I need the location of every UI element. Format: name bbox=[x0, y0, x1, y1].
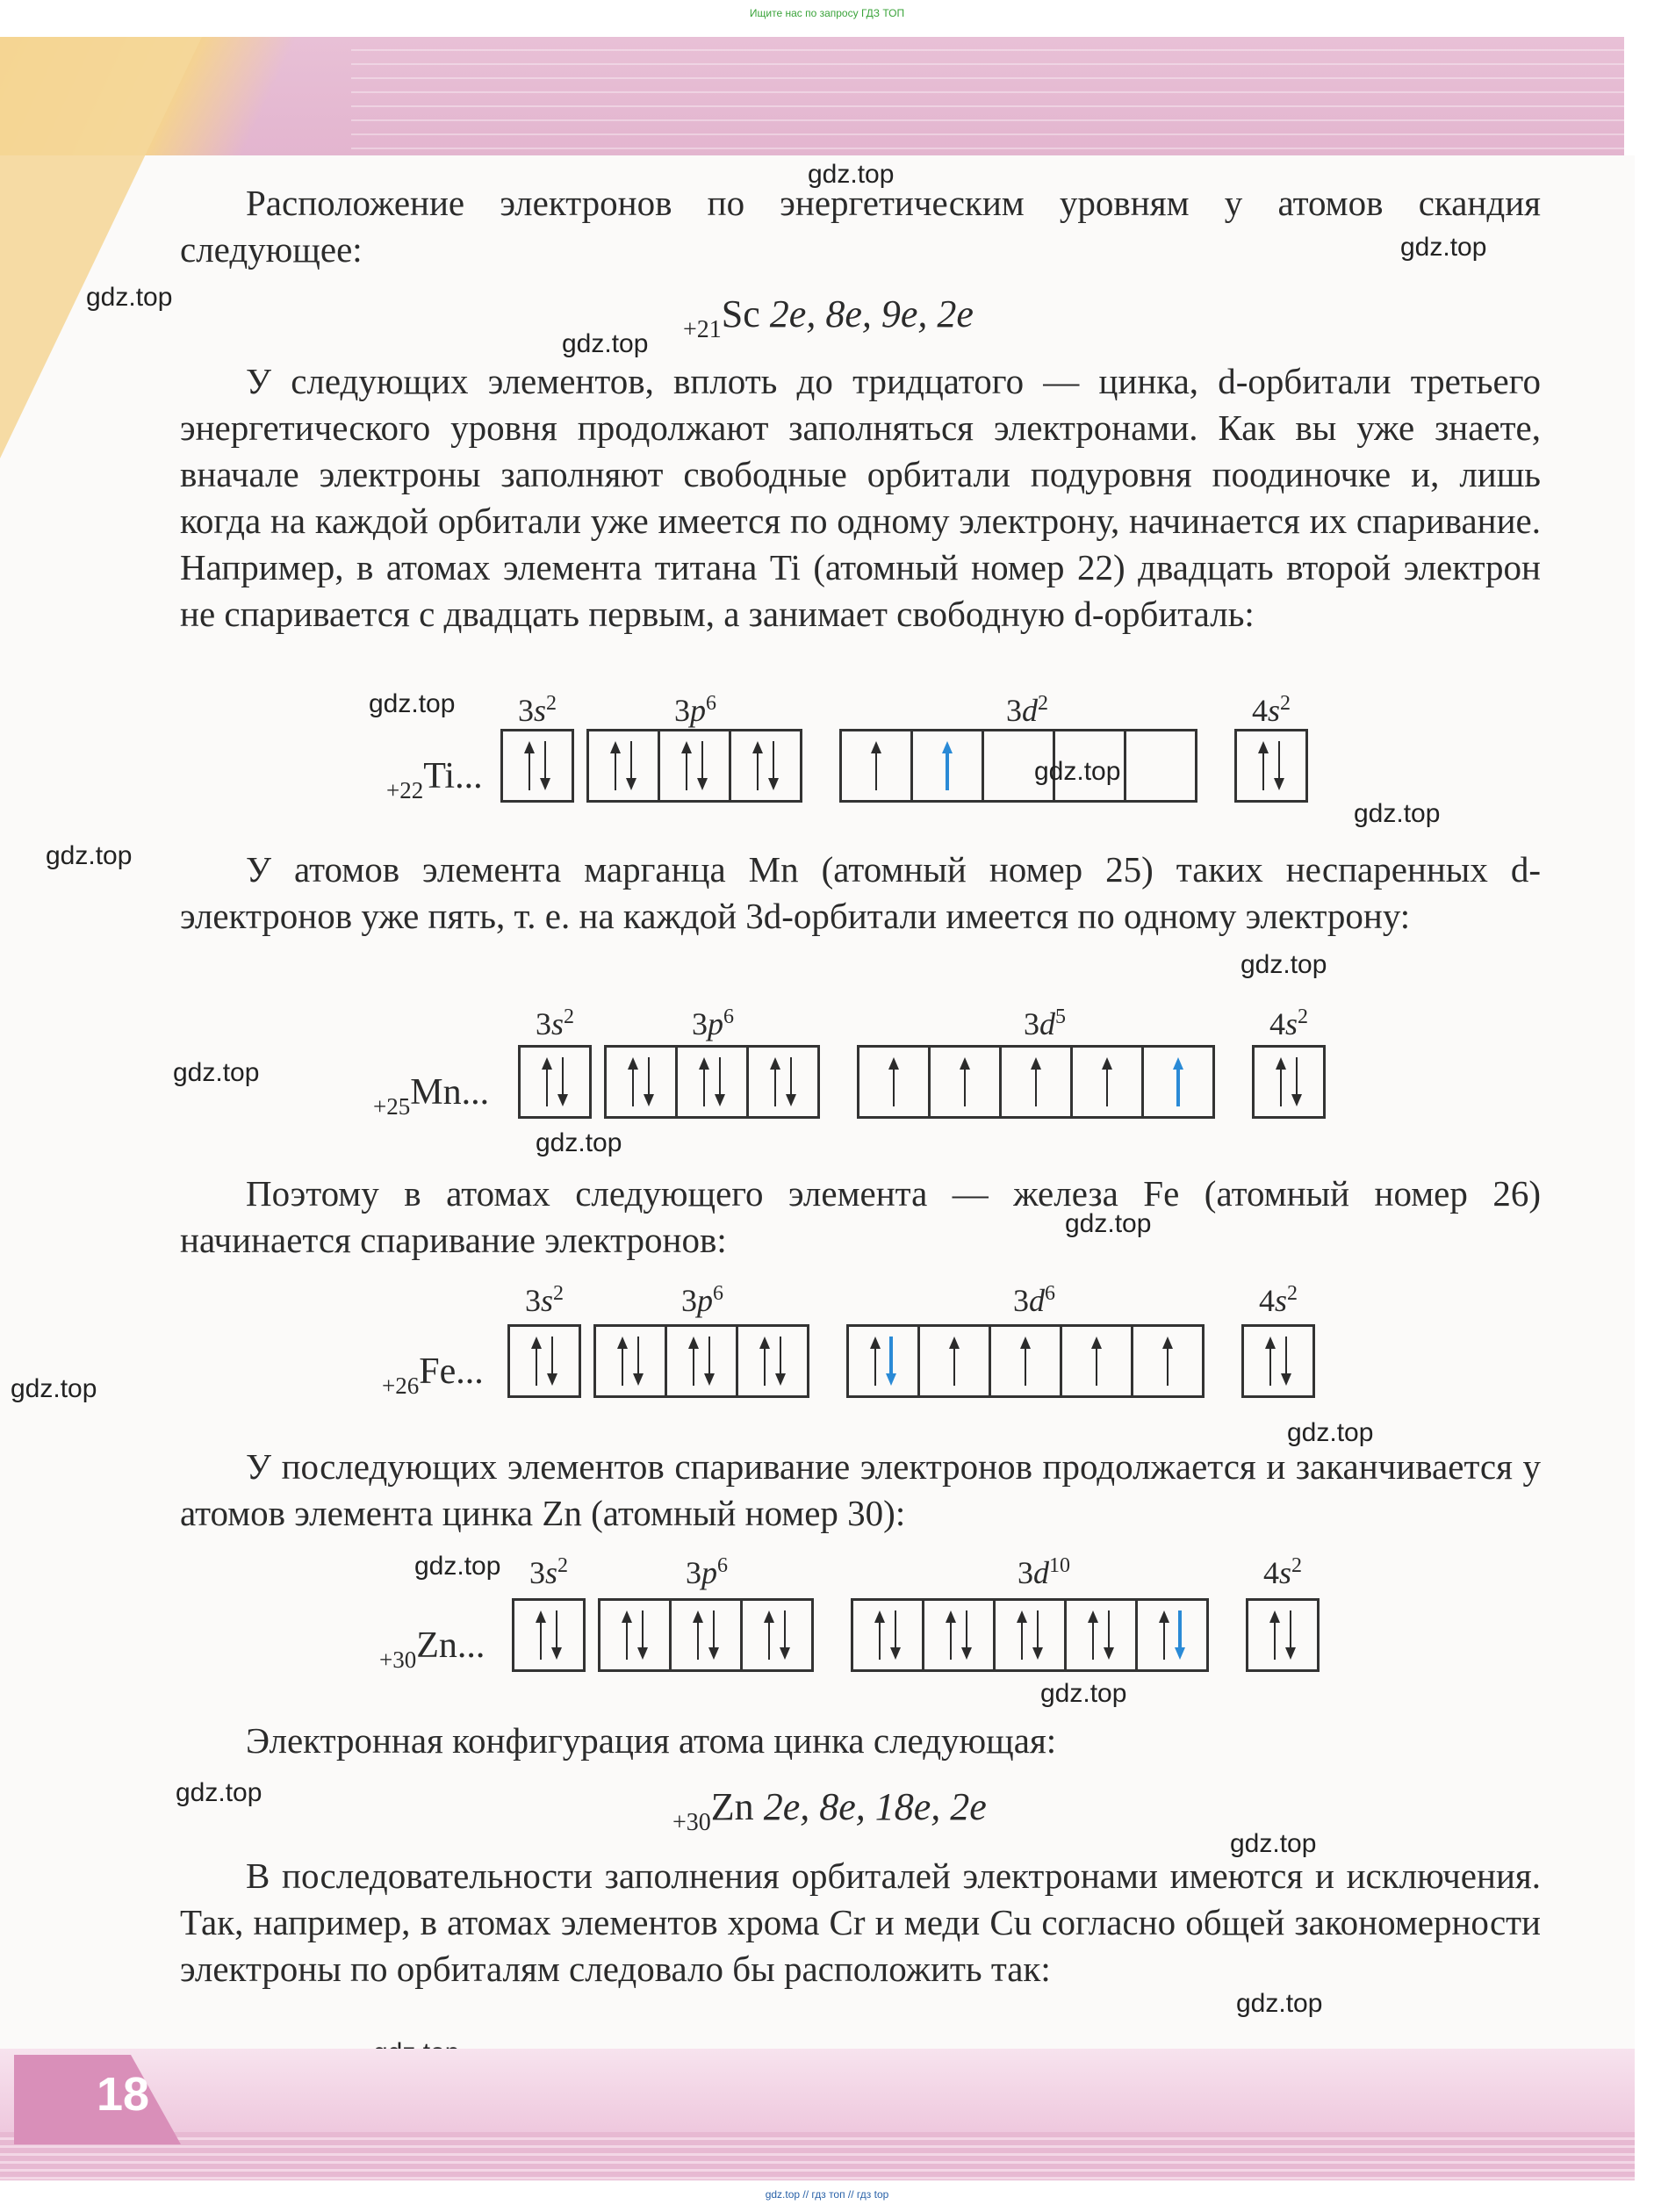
spin-up-arrow bbox=[1018, 1610, 1025, 1660]
spin-up-arrow bbox=[1277, 1057, 1284, 1106]
sublevel-label-3s: $3s^2$ bbox=[518, 692, 557, 728]
watermark-text: gdz.top bbox=[1034, 757, 1121, 786]
spin-up-arrow bbox=[694, 1610, 701, 1660]
spin-up-arrow bbox=[1260, 741, 1267, 790]
orbital-cell-3p bbox=[586, 729, 660, 803]
orbital-cell-3p bbox=[736, 1324, 809, 1398]
orbital-cell-3p bbox=[746, 1045, 820, 1119]
formula-levels: 2e, 8e, 9e, 2e bbox=[769, 292, 974, 335]
sublevel-label-4s: $4s^2$ bbox=[1252, 692, 1291, 728]
orbital-cell-3p bbox=[675, 1045, 749, 1119]
orbital-cell-3d bbox=[1124, 729, 1197, 803]
watermark-text: gdz.top bbox=[176, 1778, 262, 1807]
spin-down-arrow bbox=[1283, 1337, 1290, 1386]
spin-down-arrow-highlight bbox=[1176, 1610, 1183, 1660]
orbital-cell-4s bbox=[1234, 729, 1308, 803]
spin-up-arrow bbox=[537, 1610, 544, 1660]
spin-up-arrow bbox=[619, 1337, 626, 1386]
orbital-cell-3s bbox=[507, 1324, 581, 1398]
spin-down-arrow bbox=[1287, 1610, 1294, 1660]
formula-charge: +21 bbox=[683, 316, 722, 343]
left-decor-wedge bbox=[0, 37, 202, 458]
spin-down-arrow bbox=[549, 1337, 556, 1386]
sublevel-label-3p: $3p^6$ bbox=[674, 692, 716, 728]
spin-up-arrow-highlight bbox=[1175, 1057, 1182, 1106]
watermark-text: gdz.top bbox=[1065, 1209, 1152, 1238]
orbital-cell-4s bbox=[1246, 1598, 1320, 1672]
element-charge: +30 bbox=[379, 1646, 417, 1673]
spin-down-arrow bbox=[645, 1057, 652, 1106]
orbital-cell-3d bbox=[910, 729, 984, 803]
element-symbol: Zn... bbox=[416, 1625, 485, 1666]
spin-down-arrow bbox=[559, 1057, 566, 1106]
footer-band bbox=[0, 2049, 1635, 2180]
orbital-cell-3d bbox=[1141, 1045, 1215, 1119]
orbital-cell-3p bbox=[604, 1045, 678, 1119]
orbital-cell-3s bbox=[512, 1598, 586, 1672]
spin-up-arrow bbox=[961, 1057, 968, 1106]
element-label bbox=[382, 1351, 484, 1399]
element-symbol: Mn... bbox=[410, 1072, 490, 1113]
spin-down-arrow bbox=[542, 741, 549, 790]
orbital-cell-3d bbox=[999, 1045, 1073, 1119]
bottom-banner: gdz.top // гдз топ // гдз top bbox=[765, 2188, 889, 2201]
spin-up-arrow bbox=[1093, 1337, 1100, 1386]
spin-up-arrow bbox=[1089, 1610, 1097, 1660]
orbital-cell-3p bbox=[593, 1324, 667, 1398]
element-charge: +26 bbox=[382, 1373, 420, 1399]
orbital-cell-3d bbox=[839, 729, 913, 803]
spin-down-arrow-highlight bbox=[888, 1337, 895, 1386]
orbital-cell-3p bbox=[669, 1598, 743, 1672]
spin-down-arrow bbox=[777, 1337, 784, 1386]
orbital-cell-3s bbox=[518, 1045, 592, 1119]
element-label bbox=[386, 755, 483, 803]
page-number: 18 bbox=[97, 2068, 150, 2121]
sublevel-label-3s: $3s^2$ bbox=[529, 1554, 569, 1590]
spin-up-arrow bbox=[629, 1057, 636, 1106]
orbital-cell-4s bbox=[1252, 1045, 1326, 1119]
element-charge: +22 bbox=[386, 777, 424, 803]
spin-up-arrow bbox=[890, 1057, 897, 1106]
spin-down-arrow bbox=[1276, 741, 1283, 790]
formula-zinc bbox=[672, 1784, 987, 1836]
orbital-cell-3d bbox=[1060, 1324, 1133, 1398]
spin-up-arrow bbox=[543, 1057, 550, 1106]
watermark-text: gdz.top bbox=[1230, 1829, 1317, 1858]
orbital-cell-3d bbox=[1070, 1045, 1144, 1119]
spin-up-arrow bbox=[701, 1057, 708, 1106]
formula-symbol: Zn bbox=[710, 1785, 754, 1828]
watermark-text: gdz.top bbox=[173, 1058, 260, 1087]
watermark-text: gdz.top bbox=[369, 689, 456, 718]
orbital-cell-3d bbox=[922, 1598, 996, 1672]
spin-up-arrow bbox=[766, 1610, 773, 1660]
spin-down-arrow bbox=[710, 1610, 717, 1660]
spin-up-arrow bbox=[612, 741, 619, 790]
orbital-cell-3p bbox=[658, 729, 731, 803]
paragraph-3: У атомов элемента марганца Mn (атомный номер 25) таких неспаренных d-электронов уже пять, т. е. на каждой 3d-орбитали имеется по одному электрону: bbox=[180, 849, 1541, 936]
sublevel-label-3p: $3p^6$ bbox=[686, 1554, 728, 1590]
sublevel-label-3p: $3p^6$ bbox=[692, 1005, 734, 1041]
spin-up-arrow bbox=[623, 1610, 630, 1660]
element-label bbox=[379, 1625, 485, 1673]
element-symbol: Ti... bbox=[423, 756, 483, 796]
spin-down-arrow bbox=[1293, 1057, 1300, 1106]
spin-up-arrow bbox=[761, 1337, 768, 1386]
watermark-text: gdz.top bbox=[1040, 1679, 1127, 1708]
orbital-cell-3p bbox=[598, 1598, 672, 1672]
spin-up-arrow bbox=[876, 1610, 883, 1660]
sublevel-label-3s: $3s^2$ bbox=[536, 1005, 575, 1041]
paragraph-7: В последовательности заполнения орбиталей электронами имеются и исключения. Так, например, в атомах элементов хрома Cr и меди Cu согласно общей закономерности электроны по орбиталям следовало бы расположить так: bbox=[180, 1855, 1541, 1989]
header-stripes bbox=[351, 37, 1624, 155]
orbital-cell-3d bbox=[989, 1324, 1062, 1398]
sublevel-label-4s: $4s^2$ bbox=[1259, 1282, 1298, 1318]
spin-up-arrow bbox=[872, 1337, 879, 1386]
sublevel-label-3d: $3d^2$ bbox=[1006, 692, 1048, 728]
element-label bbox=[373, 1071, 490, 1120]
spin-down-arrow bbox=[716, 1057, 723, 1106]
watermark-text: gdz.top bbox=[808, 160, 895, 189]
watermark-text: gdz.top bbox=[1236, 1989, 1323, 2018]
orbital-cell-3p bbox=[740, 1598, 814, 1672]
spin-up-arrow bbox=[1022, 1337, 1029, 1386]
top-banner: Ищите нас по запросу ГДЗ ТОП bbox=[749, 7, 905, 19]
spin-down-arrow bbox=[770, 741, 777, 790]
spin-down-arrow bbox=[699, 741, 706, 790]
footer-stripes bbox=[0, 2132, 1635, 2180]
formula-levels: 2e, 8e, 18e, 2e bbox=[763, 1785, 987, 1828]
formula-scandium bbox=[683, 292, 974, 343]
paragraph-1: Расположение электронов по энергетическим уровням у атомов скандия следующее: bbox=[180, 183, 1541, 270]
paragraph-2: У следующих элементов, вплоть до тридцатого — цинка, d-орбитали третьего энергетического уровня продолжают заполняться электронами. Как вы уже знаете, вначале электроны заполняют свободные орбитали подуровня поодиночке и, лишь когда на каждой орбитали уже имеется по одному электрону, начинается их спаривание. Например, в атомах элемента титана Ti (атомный номер 22) двадцать второй электрон не спаривается с двадцать первым, а занимает свободную d-орбиталь: bbox=[180, 361, 1541, 634]
spin-down-arrow bbox=[1105, 1610, 1112, 1660]
sublevel-label-4s: $4s^2$ bbox=[1269, 1005, 1309, 1041]
sublevel-label-3s: $3s^2$ bbox=[525, 1282, 565, 1318]
watermark-text: gdz.top bbox=[562, 329, 649, 358]
spin-up-arrow bbox=[951, 1337, 958, 1386]
spin-up-arrow bbox=[526, 741, 533, 790]
paragraph-4: Поэтому в атомах следующего элемента — железа Fe (атомный номер 26) начинается спаривание электронов: bbox=[180, 1173, 1541, 1260]
orbital-cell-3d bbox=[1064, 1598, 1138, 1672]
orbital-cell-3d bbox=[928, 1045, 1002, 1119]
spin-up-arrow bbox=[873, 741, 880, 790]
orbital-cell-3d bbox=[1135, 1598, 1209, 1672]
orbital-cell-3d bbox=[857, 1045, 931, 1119]
paragraph-5: У последующих элементов спаривание электронов продолжается и заканчивается у атомов элемента цинка Zn (атомный номер 30): bbox=[180, 1446, 1541, 1533]
sublevel-label-3d: $3d^5$ bbox=[1024, 1005, 1066, 1041]
watermark-text: gdz.top bbox=[11, 1374, 97, 1403]
watermark-text: gdz.top bbox=[414, 1552, 501, 1581]
orbital-cell-3d bbox=[993, 1598, 1067, 1672]
formula-symbol: Sc bbox=[721, 292, 760, 335]
watermark-text: gdz.top bbox=[86, 283, 173, 312]
spin-down-arrow bbox=[781, 1610, 788, 1660]
spin-down-arrow bbox=[963, 1610, 970, 1660]
watermark-text: gdz.top bbox=[46, 841, 133, 870]
sublevel-label-3d: $3d^{10}$ bbox=[1018, 1554, 1070, 1590]
orbital-cell-3d bbox=[917, 1324, 991, 1398]
orbital-cell-3p bbox=[665, 1324, 738, 1398]
spin-down-arrow bbox=[1034, 1610, 1041, 1660]
spin-up-arrow bbox=[1267, 1337, 1274, 1386]
orbital-cell-4s bbox=[1241, 1324, 1315, 1398]
spin-down-arrow bbox=[553, 1610, 560, 1660]
spin-up-arrow bbox=[1032, 1057, 1039, 1106]
orbital-cell-3p bbox=[729, 729, 802, 803]
header-band bbox=[0, 37, 1624, 155]
watermark-text: gdz.top bbox=[1354, 799, 1441, 828]
watermark-text: gdz.top bbox=[1240, 950, 1327, 979]
watermark-text: gdz.top bbox=[536, 1128, 622, 1157]
spin-up-arrow bbox=[947, 1610, 954, 1660]
sublevel-label-3p: $3p^6$ bbox=[681, 1282, 723, 1318]
orbital-cell-3s bbox=[500, 729, 574, 803]
orbital-cell-3d bbox=[846, 1324, 920, 1398]
spin-down-arrow bbox=[706, 1337, 713, 1386]
spin-up-arrow bbox=[754, 741, 761, 790]
spin-down-arrow bbox=[628, 741, 635, 790]
spin-down-arrow bbox=[787, 1057, 795, 1106]
spin-up-arrow bbox=[1271, 1610, 1278, 1660]
sublevel-label-3d: $3d^6$ bbox=[1013, 1282, 1055, 1318]
spin-up-arrow bbox=[1104, 1057, 1111, 1106]
orbital-cell-3d bbox=[1131, 1324, 1205, 1398]
spin-up-arrow bbox=[1164, 1337, 1171, 1386]
paragraph-6: Электронная конфигурация атома цинка следующая: bbox=[246, 1720, 1057, 1761]
orbital-cell-3d bbox=[851, 1598, 924, 1672]
spin-up-arrow bbox=[1161, 1610, 1168, 1660]
spin-down-arrow bbox=[892, 1610, 899, 1660]
sublevel-label-4s: $4s^2$ bbox=[1263, 1554, 1303, 1590]
formula-charge: +30 bbox=[672, 1809, 711, 1836]
watermark-text: gdz.top bbox=[1287, 1418, 1374, 1447]
watermark-text: gdz.top bbox=[1400, 233, 1487, 262]
spin-up-arrow bbox=[683, 741, 690, 790]
spin-down-arrow bbox=[639, 1610, 646, 1660]
element-charge: +25 bbox=[373, 1093, 411, 1120]
spin-up-arrow bbox=[772, 1057, 779, 1106]
spin-up-arrow-highlight bbox=[944, 741, 951, 790]
spin-down-arrow bbox=[635, 1337, 642, 1386]
spin-up-arrow bbox=[690, 1337, 697, 1386]
spin-up-arrow bbox=[533, 1337, 540, 1386]
element-symbol: Fe... bbox=[419, 1351, 484, 1392]
